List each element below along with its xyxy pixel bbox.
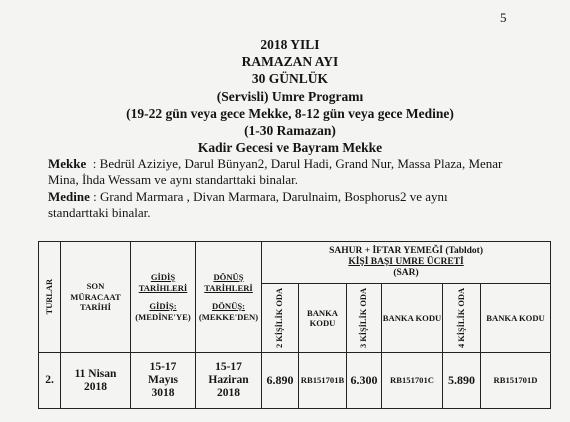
gidis-line1: 15-17 [149,361,177,373]
col-donus-sub2: (MEKKE'DEN) [198,311,259,322]
page-number: 5 [500,10,507,25]
cell-son-muracaat [61,353,131,409]
gidis-line2: Mayıs [147,374,179,386]
header-duration: 30 GÜNLÜK [251,71,329,87]
donus-line2: Haziran [208,374,249,386]
mekke-label: Mekke [48,156,87,171]
donus-line1: 15-17 [215,361,242,373]
col-son-line3: TARİHİ [80,302,111,313]
col-gidis-line1: GİDİŞ [150,272,176,282]
program-header [60,36,520,156]
col-banka-4 [481,284,551,353]
cell-donus [196,353,262,409]
header-month: RAMAZAN AYI [241,54,339,70]
program-table [38,241,551,409]
header-note: Kadir Gecesi ve Bayram Mekke [197,140,383,156]
col-donus-line1: DÖNÜŞ [213,272,244,282]
header-year: 2018 YILI [260,37,320,52]
price-group-header [262,242,551,284]
cell-gidis [131,353,196,409]
mekke-hotels: : Bedrül Aziziye, Darul Bünyan2, Darul Hadi, Grand Nur, Massa Plaza, Menar [92,156,503,171]
medine-line-1 [48,189,518,205]
col-banka-2 [299,284,347,353]
table-row [39,353,551,409]
header-program: (Servisli) Umre Programı [216,88,364,104]
medine-hotels: : Grand Marmara , Divan Marmara, Darulnaim, Bosphorus2 ve aynı [93,188,448,204]
col-son-line1: SON [86,281,105,292]
col-son-muracaat [61,242,131,353]
header-stay: (19-22 gün veya gece Mekke, 8-12 gün veya gece Medine) [126,105,454,121]
donus-line3: 2018 [217,387,240,399]
col-banka-4-label: BANKA KODU [486,312,545,323]
cell-tur: 2. [39,353,61,409]
header-dates: (1-30 Ramazan) [244,123,336,139]
col-son-line2: MÜRACAAT [70,291,121,302]
son-date-line1: 11 Nisan [74,367,117,380]
hotel-list [48,156,518,222]
medine-line-2: standarttaki binalar. [48,205,151,221]
col-donus-line2: TARİHLERİ [204,282,253,293]
cell-code-4: RB151701D [481,353,551,409]
col-banka-2-label: BANKA KODU [306,307,339,328]
col-2-kisilik [262,284,299,353]
cell-code-3: RB151701C [382,353,443,409]
cell-price-2: 6.890 [262,353,299,409]
group-line2: KİŞİ BAŞI UMRE ÜCRETİ [348,257,464,267]
col-gidis-sub: GİDİŞ: [149,301,177,311]
group-line3: (SAR) [393,268,419,278]
mekke-line-2: Mina, İhda Wessam ve aynı standarttaki binalar. [48,172,298,188]
mekke-line-1 [48,156,518,172]
col-turlar-label: TURLAR [44,279,54,315]
col-3-kisilik-label: 3 KİŞİLİK ODA [359,287,369,349]
col-2-kisilik-label: 2 KİŞİLİK ODA [275,287,285,349]
col-4-kisilik-label: 4 KİŞİLİK ODA [456,287,466,349]
col-donus [196,242,262,353]
gidis-line3: 3018 [151,387,175,399]
col-banka-3-label: BANKA KODU [382,312,442,323]
col-gidis-sub2: (MEDİNE'YE) [135,311,191,322]
group-line1: SAHUR + İFTAR YEMEĞİ (Tabldot) [329,246,483,256]
col-banka-3 [382,284,443,353]
cell-code-2: RB151701B [299,353,347,409]
medine-label: Medine [48,188,90,204]
col-gidis-line2: TARİHLERİ [138,282,188,293]
col-3-kisilik [347,284,382,353]
col-gidis [131,242,196,353]
col-4-kisilik [443,284,481,353]
cell-price-3: 6.300 [347,353,382,409]
col-turlar [39,242,61,353]
cell-price-4: 5.890 [443,353,481,409]
col-donus-sub: DÖNÜŞ: [212,301,245,311]
son-date-line2: 2018 [84,380,107,393]
